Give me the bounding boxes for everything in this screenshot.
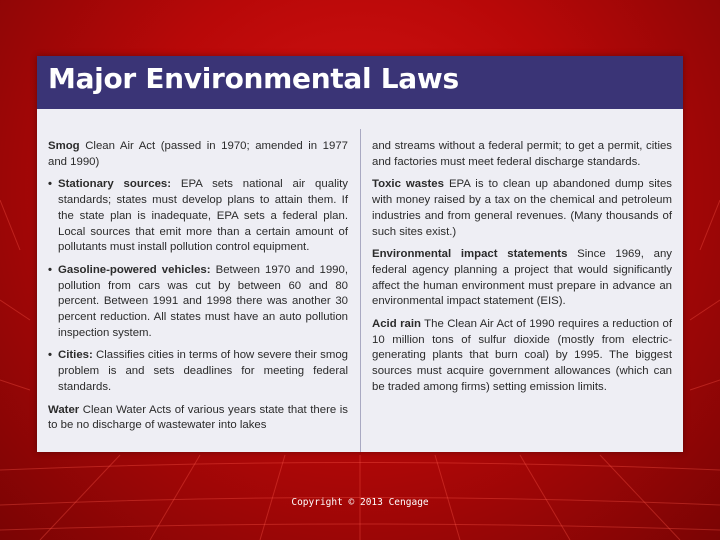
bullet-dot: • — [48, 349, 52, 362]
bullet-stationary-sources — [48, 177, 348, 256]
eis-heading: Environmental impact statements — [372, 248, 568, 261]
smog-heading: Smog — [48, 140, 80, 152]
panel-body — [37, 109, 683, 452]
smog-text: Clean Air Act (passed in 1970; amended in 1977 and 1990) — [48, 140, 348, 168]
laws-panel — [37, 56, 683, 452]
stationary-text: EPA sets national air quality standards; states must develop plans to attain them. If the state plan is inadequate, EPA sets a federal plan. Local sources that emit more than a certain amount of pollutants must install pollution control equipment. — [58, 178, 348, 254]
right-column — [372, 139, 672, 403]
eis-text: Since 1969, any federal agency planning a project that would significantly affect the human environment must prepare in advance an environmental impact statement (EIS). — [372, 248, 672, 308]
cities-text: Classifies cities in terms of how severe their smog problem is and sets deadlines for meeting federal standards. — [58, 349, 348, 393]
toxic-heading: Toxic wastes — [372, 178, 444, 191]
toxic-entry — [372, 177, 672, 240]
water-heading: Water — [48, 403, 80, 416]
page-title: Major Environmental Laws — [48, 62, 459, 95]
gasoline-text: Between 1970 and 1990, pollution from cars was cut by between 60 and 80 percent. Between 1991 and 1998 there was another 30 percent reduction. All states must have an auto pollution inspection system. — [58, 263, 348, 339]
bullet-dot: • — [48, 178, 52, 191]
water-entry — [48, 403, 348, 434]
column-divider — [360, 129, 361, 452]
water-text: Clean Water Acts of various years state that there is to be no discharge of wastewater into lakes — [48, 403, 348, 432]
gasoline-heading: Gasoline-powered vehicles: — [58, 263, 211, 276]
bullet-cities — [48, 348, 348, 395]
panel-header — [37, 56, 683, 109]
bullet-dot: • — [48, 263, 52, 276]
bullet-gasoline-vehicles — [48, 263, 348, 342]
smog-entry — [48, 139, 348, 170]
acid-heading: Acid rain — [372, 318, 421, 331]
left-column — [48, 139, 348, 441]
water-continued: and streams without a federal permit; to get a permit, cities and factories must meet federal discharge standards. — [372, 140, 672, 168]
eis-entry — [372, 247, 672, 310]
copyright-notice: Copyright © 2013 Cengage — [291, 497, 429, 508]
acid-text: The Clean Air Act of 1990 requires a reduction of 10 million tons of sulfur dioxide (mostly from electric-generating plants that burn coal) by 1995. The biggest sources must acquire government allowances (which can be traded among firms) setting emission limits. — [372, 318, 672, 393]
acid-rain-entry — [372, 317, 672, 396]
cities-heading: Cities: — [58, 349, 93, 362]
stationary-heading: Stationary sources: — [58, 178, 172, 191]
toxic-text: EPA is to clean up abandoned dump sites with money raised by a tax on the chemical and petroleum industries and from general revenues. (Many thousands of such sites exist.) — [372, 178, 672, 238]
